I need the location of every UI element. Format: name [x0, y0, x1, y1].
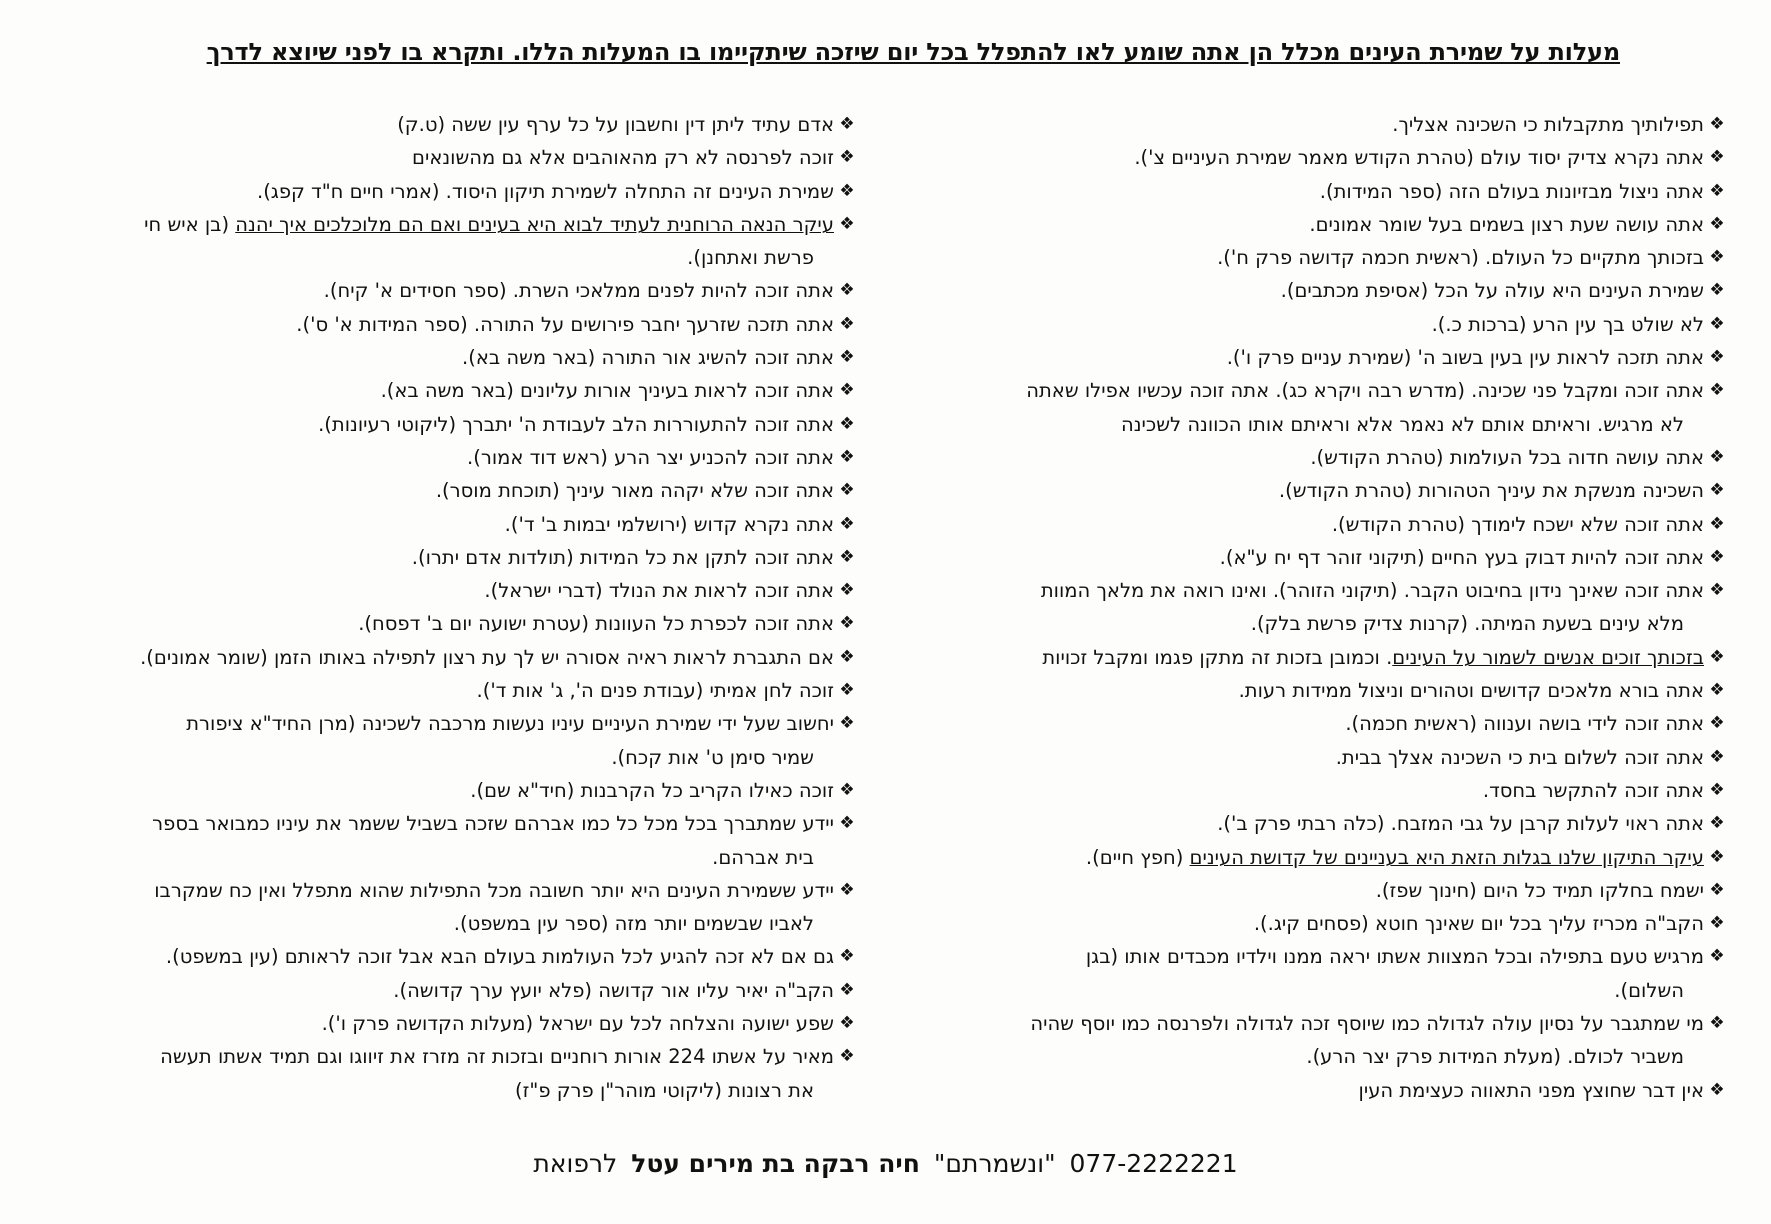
list-item-text: [257, 180, 834, 203]
list-item-text: [324, 279, 834, 302]
item-text: אתה זוכה להיות לפנים ממלאכי השרת. (ספר חסידים א' קיח).: [323, 279, 834, 303]
item-text: אתה זוכה להתעוררות הלב לעבודת ה' יתברך (ליקוטי רעיונות).: [318, 412, 834, 436]
list-item-text: [318, 413, 834, 436]
item-text: השכינה מנשקת את עיניך הטהורות (טהרת הקודש).: [1278, 479, 1704, 503]
item-text: תפילותיך מתקבלות כי השכינה אצליך.: [1392, 113, 1704, 136]
list-item: [896, 541, 1726, 574]
diamond-bullet-icon: ❖: [1709, 813, 1725, 834]
list-item: [44, 874, 856, 941]
list-item-text: [462, 346, 834, 369]
list-item-text: [412, 546, 834, 569]
list-item-text: [1320, 180, 1704, 203]
list-item-text: [436, 479, 834, 502]
diamond-bullet-icon: ❖: [839, 946, 855, 967]
item-text: אתה זוכה לתקן את כל המידות (תולדות אדם יתרו).: [411, 545, 834, 569]
diamond-bullet-icon: ❖: [839, 446, 855, 467]
diamond-bullet-icon: ❖: [1709, 480, 1725, 501]
diamond-bullet-icon: ❖: [1709, 546, 1725, 567]
list-item-text: [1345, 712, 1704, 735]
list-item: [44, 1007, 856, 1040]
list-item: [44, 807, 856, 874]
list-item: [896, 108, 1726, 141]
list-item: [896, 175, 1726, 208]
diamond-bullet-icon: ❖: [1709, 180, 1725, 201]
list-item: [44, 707, 856, 774]
item-text: לא שולט בך עין הרע (ברכות כ.).: [1431, 312, 1704, 336]
diamond-bullet-icon: ❖: [1709, 913, 1725, 934]
item-text: אתה זוכה לידי בושה וענווה (ראשית חכמה).: [1345, 712, 1704, 736]
diamond-bullet-icon: ❖: [839, 413, 855, 434]
list-item: [896, 241, 1726, 274]
item-text: אתה תזכה שזרעך יחבר פירושים על התורה. (ספר המידות א' ס').: [296, 312, 834, 336]
list-item: [44, 674, 856, 707]
diamond-bullet-icon: ❖: [1709, 513, 1725, 534]
list-item-text: [1279, 479, 1704, 502]
list-item: [896, 641, 1726, 674]
diamond-bullet-icon: ❖: [1709, 713, 1725, 734]
item-text: יידע שמתברך בכל מכל כל כמו אברהם שזכה בשביל ששמר את עיניו כמבואר בספר: [152, 812, 834, 836]
underlined-text: עיקר התיקון שלנו בגלות הזאת היא בעניינים של קדושת העינים: [1189, 845, 1704, 869]
list-item-text: [1026, 379, 1704, 402]
list-item: [44, 641, 856, 674]
list-item: [44, 474, 856, 507]
diamond-bullet-icon: ❖: [839, 114, 855, 134]
footer-quote: "ונשמרתם": [933, 1149, 1056, 1178]
diamond-bullet-icon: ❖: [1709, 879, 1725, 900]
diamond-bullet-icon: ❖: [839, 480, 855, 501]
list-item: [896, 907, 1726, 940]
list-item-continuation: את רצונות (ליקוטי מוהר"ן פרק פ"ז): [515, 1078, 814, 1102]
list-item-text: [1483, 779, 1704, 802]
list-item-continuation: לאביו שבשמים יותר מזה (ספר עין במשפט).: [453, 912, 814, 936]
list-item: [44, 341, 856, 374]
list-item: [896, 774, 1726, 807]
list-item: [44, 774, 856, 807]
list-item-text: [1217, 812, 1704, 835]
list-item: [44, 441, 856, 474]
list-item: [896, 707, 1726, 740]
list-item-continuation: פרשת ואתחנן).: [687, 246, 814, 270]
item-text: מרגיש טעם בתפילה ובכל המצוות אשתו יראה ממנו וילדיו מכבדים אותו (בגן: [1085, 945, 1704, 969]
list-item: [44, 607, 856, 640]
list-item: [44, 541, 856, 574]
list-item-text: [166, 945, 834, 968]
item-text: אין דבר שחוצץ מפני התאווה כעצימת העין: [1358, 1078, 1704, 1102]
diamond-bullet-icon: ❖: [839, 779, 855, 800]
list-item-text: [186, 712, 834, 735]
item-text: אתה תזכה לראות עין בעין בשוב ה' (שמירת עניים פרק ו').: [1226, 346, 1704, 370]
diamond-bullet-icon: ❖: [839, 347, 855, 368]
diamond-bullet-icon: ❖: [1709, 680, 1725, 701]
list-item: [896, 1007, 1726, 1074]
item-text: אתה זוכה לראות בעיניך אורות עליונים (באר משה בא).: [380, 379, 834, 403]
list-item: [44, 374, 856, 407]
diamond-bullet-icon: ❖: [1709, 213, 1725, 234]
item-text: אם התגברת לראות ראיה אסורה יש לך עת רצון לתפילה באותו הזמן (שומר אמונים).: [140, 645, 834, 669]
diamond-bullet-icon: ❖: [839, 713, 855, 734]
underlined-text: בזכותך זוכים אנשים לשמור על העינים: [1392, 645, 1704, 669]
item-text: אתה זוכה להיות דבוק בעץ החיים (תיקוני זוהר דף יח ע"א).: [1219, 545, 1704, 569]
item-text: (בן איש חי: [144, 212, 236, 236]
list-item-text: [1227, 346, 1704, 369]
diamond-bullet-icon: ❖: [1709, 380, 1725, 401]
item-text: (חפץ חיים).: [1085, 845, 1190, 869]
list-item-continuation: לא מרגיש. וראיתם אותם לא נאמר אלא וראיתם אותו הכוונה לשכינה: [1121, 412, 1684, 436]
list-item-text: [397, 113, 834, 136]
list-item-text: [296, 313, 834, 336]
diamond-bullet-icon: ❖: [1709, 580, 1725, 601]
list-item-text: [484, 579, 834, 602]
list-item-text: [1030, 1012, 1704, 1035]
diamond-bullet-icon: ❖: [839, 680, 855, 701]
diamond-bullet-icon: ❖: [1709, 347, 1725, 368]
list-item-text: [144, 213, 834, 236]
list-item: [896, 674, 1726, 707]
item-text: הקב"ה מכריז עליך בכל יום שאינך חוטא (פסחים קיג.).: [1253, 912, 1704, 936]
list-item-text: [477, 679, 834, 702]
item-text: שמירת העינים זה התחלה לשמירת תיקון היסוד. (אמרי חיים ח"ד קפג).: [257, 179, 834, 203]
list-item-text: [152, 812, 834, 835]
item-text: אתה נקרא קדוש (ירושלמי יבמות ב' ד').: [504, 512, 834, 536]
list-item-text: [1042, 646, 1704, 669]
list-item: [44, 108, 856, 141]
list-item-text: [322, 1012, 834, 1035]
underlined-text: עיקר הנאה הרוחנית לעתיד לבוא היא בעינים ואם הם מלוכלכים איך יהנה: [235, 212, 834, 236]
diamond-bullet-icon: ❖: [1709, 1013, 1725, 1034]
diamond-bullet-icon: ❖: [839, 613, 855, 634]
diamond-bullet-icon: ❖: [839, 313, 855, 334]
item-text: אדם עתיד ליתן דין וחשבון על כל ערף עין ששה (ט.ק): [397, 113, 834, 136]
list-item-text: [1086, 945, 1704, 968]
item-text: יידע ששמירת העינים היא יותר חשובה מכל התפילות שהוא מתפלל ואין כח שמקרבו: [154, 878, 834, 902]
list-item-text: [140, 646, 834, 669]
list-item: [44, 208, 856, 275]
list-item: [44, 940, 856, 973]
list-item: [44, 308, 856, 341]
diamond-bullet-icon: ❖: [1709, 746, 1725, 767]
item-text: . וכמובן בזכות זה מתקן פגמו ומקבל זכויות: [1042, 645, 1393, 669]
item-text: אתה זוכה לראות את הנולד (דברי ישראל).: [484, 579, 834, 603]
list-item-text: [1309, 213, 1704, 236]
diamond-bullet-icon: ❖: [839, 380, 855, 401]
item-text: אתה זוכה ומקבל פני שכינה. (מדרש רבה ויקרא כג). אתה זוכה עכשיו אפילו שאתה: [1026, 379, 1704, 403]
diamond-bullet-icon: ❖: [839, 180, 855, 201]
list-item: [44, 508, 856, 541]
dedication-footer: [0, 1149, 1771, 1178]
list-item-text: [470, 779, 834, 802]
list-item: [896, 208, 1726, 241]
item-text: אתה זוכה לשלום בית כי השכינה אצלך בבית.: [1335, 745, 1704, 769]
item-text: אתה זוכה לכפרת כל העוונות (עטרת ישועה יום ב' דפסח).: [358, 612, 834, 636]
item-text: שפע ישועה והצלחה לכל עם ישראל (מעלות הקדושה פרק ו').: [321, 1012, 834, 1036]
list-item-text: [1134, 146, 1704, 169]
list-item-continuation: שמיר סימן ט' אות קכח).: [611, 745, 814, 769]
list-item-continuation: מלא עינים בשעת המיתה. (קרנות צדיק פרשת בלק).: [1250, 612, 1684, 636]
list-item-text: [1359, 1079, 1704, 1102]
diamond-bullet-icon: ❖: [1709, 247, 1725, 268]
list-item-text: [1281, 279, 1704, 302]
footer-name: חיה רבקה בת מירים עטל: [631, 1149, 920, 1178]
item-text: הקב"ה יאיר עליו אור קדושה (פלא יועץ ערך קדושה).: [393, 978, 834, 1002]
list-item-text: [381, 379, 834, 402]
list-item-text: [412, 146, 834, 169]
list-item-text: [1376, 879, 1704, 902]
list-item: [44, 408, 856, 441]
list-item-continuation: בית אברהם.: [712, 845, 814, 869]
list-item-text: [358, 612, 834, 635]
list-item-continuation: משביר לכולם. (מעלת המידות פרק יצר הרע).: [1306, 1045, 1684, 1069]
list-item-text: [1239, 679, 1704, 702]
item-text: יחשוב שעל ידי שמירת העיניים עיניו נעשות מרכבה לשכינה (מרן החיד"א ציפורת: [186, 712, 834, 736]
diamond-bullet-icon: ❖: [839, 813, 855, 834]
item-text: בזכותך מתקיים כל העולם. (ראשית חכמה קדושה פרק ח').: [1217, 246, 1704, 270]
list-item-text: [154, 879, 834, 902]
diamond-bullet-icon: ❖: [1709, 114, 1725, 134]
diamond-bullet-icon: ❖: [839, 213, 855, 234]
list-item-text: [160, 1045, 834, 1068]
list-item: [896, 841, 1726, 874]
list-item-text: [505, 513, 834, 536]
item-text: אתה עושה חדוה בכל העולמות (טהרת הקודש).: [1310, 445, 1704, 469]
diamond-bullet-icon: ❖: [839, 513, 855, 534]
item-text: אתה עושה שעת רצון בשמים בעל שומר אמונים.: [1309, 212, 1704, 236]
list-item-text: [1432, 313, 1704, 336]
item-text: אתה ראוי לעלות קרבן על גבי המזבח. (כלה רבתי פרק ב').: [1217, 812, 1704, 836]
list-item: [44, 274, 856, 307]
list-item-text: [1332, 513, 1704, 536]
list-item: [44, 141, 856, 174]
diamond-bullet-icon: ❖: [839, 546, 855, 567]
diamond-bullet-icon: ❖: [839, 646, 855, 667]
list-item: [44, 1040, 856, 1107]
diamond-bullet-icon: ❖: [839, 580, 855, 601]
list-item: [896, 940, 1726, 1007]
list-item: [44, 974, 856, 1007]
diamond-bullet-icon: ❖: [839, 979, 855, 1000]
item-text: אתה זוכה להתקשר בחסד.: [1482, 778, 1704, 802]
list-item-continuation: השלום).: [1614, 978, 1684, 1002]
list-item: [896, 274, 1726, 307]
item-text: אתה ניצול מבזיונות בעולם הזה (ספר המידות).: [1319, 179, 1704, 203]
item-text: זוכה לפרנסה לא רק מהאוהבים אלא גם מהשונאים: [412, 146, 834, 170]
list-item-text: [1392, 113, 1704, 136]
item-text: ישמח בחלקו תמיד כל היום (חינוך שפז).: [1375, 878, 1704, 902]
item-text: גם אם לא זכה להגיע לכל העולמות בעולם הבא אבל זוכה לראותם (עין במשפט).: [165, 945, 834, 969]
list-item: [896, 308, 1726, 341]
list-item-text: [1217, 246, 1704, 269]
item-text: זוכה כאילו הקריב כל הקרבנות (חיד"א שם).: [470, 778, 834, 802]
diamond-bullet-icon: ❖: [1709, 280, 1725, 301]
diamond-bullet-icon: ❖: [1709, 946, 1725, 967]
item-text: אתה זוכה להשיג אור התורה (באר משה בא).: [462, 346, 834, 370]
list-item-text: [1086, 846, 1704, 869]
diamond-bullet-icon: ❖: [1709, 147, 1725, 168]
diamond-bullet-icon: ❖: [1709, 446, 1725, 467]
list-item: [896, 807, 1726, 840]
item-text: אתה זוכה שלא ישכח לימודך (טהרת הקודש).: [1331, 512, 1704, 536]
list-item-text: [1310, 446, 1704, 469]
list-item: [896, 874, 1726, 907]
list-item: [896, 141, 1726, 174]
list-item-text: [1220, 546, 1704, 569]
page-title: מעלות על שמירת העינים מכלל הן אתה שומע לאו להתפלל בכל יום שיזכה שיתקיימו בו המעלות הללו. ותקרא בו לפני שיוצא לדרך: [206, 38, 1620, 66]
list-item: [896, 741, 1726, 774]
diamond-bullet-icon: ❖: [1709, 646, 1725, 667]
footer-phone: 077-2222221: [1069, 1149, 1238, 1178]
list-item-text: [1336, 746, 1704, 769]
left-column-list: [44, 108, 856, 1107]
diamond-bullet-icon: ❖: [839, 280, 855, 301]
item-text: זוכה לחן אמיתי (עבודת פנים ה', ג' אות ד').: [476, 679, 834, 703]
list-item: [896, 374, 1726, 441]
list-item: [896, 474, 1726, 507]
list-item-text: [393, 979, 834, 1002]
list-item-text: [467, 446, 834, 469]
list-item: [44, 175, 856, 208]
item-text: שמירת העינים היא עולה על הכל (אסיפת מכתבים).: [1280, 279, 1704, 303]
list-item: [896, 574, 1726, 641]
diamond-bullet-icon: ❖: [1709, 313, 1725, 334]
list-item: [896, 508, 1726, 541]
diamond-bullet-icon: ❖: [839, 879, 855, 900]
item-text: מאיר על אשתו 224 אורות רוחניים ובזכות זה מזרז את זיווגו וגם תמיד אשתו תעשה: [160, 1045, 834, 1069]
diamond-bullet-icon: ❖: [839, 147, 855, 168]
list-item: [896, 1074, 1726, 1107]
diamond-bullet-icon: ❖: [1709, 1079, 1725, 1100]
item-text: אתה זוכה להכניע יצר הרע (ראש דוד אמור).: [467, 445, 834, 469]
item-text: אתה בורא מלאכים קדושים וטהורים וניצול ממידות רעות.: [1238, 679, 1704, 703]
item-text: אתה נקרא צדיק יסוד עולם (טהרת הקודש מאמר שמירת העיניים צ').: [1134, 146, 1704, 170]
list-item-text: [1254, 912, 1704, 935]
list-item: [896, 341, 1726, 374]
right-column-list: [896, 108, 1726, 1107]
footer-prefix: לרפואת: [533, 1149, 618, 1178]
diamond-bullet-icon: ❖: [1709, 779, 1725, 800]
item-text: אתה זוכה שלא יקהה מאור עיניך (תוכחת מוסר).: [435, 479, 834, 503]
list-item-text: [1041, 579, 1704, 602]
item-text: אתה זוכה שאינך נידון בחיבוט הקבר. (תיקוני הזוהר). ואינו רואה את מלאך המוות: [1040, 579, 1704, 603]
diamond-bullet-icon: ❖: [839, 1046, 855, 1067]
diamond-bullet-icon: ❖: [1709, 846, 1725, 867]
diamond-bullet-icon: ❖: [839, 1013, 855, 1034]
list-item: [44, 574, 856, 607]
item-text: מי שמתגבר על נסיון עולה לגדולה כמו שיוסף זכה לגדולה ולפרנסה כמו יוסף שהיה: [1030, 1012, 1704, 1036]
list-item: [896, 441, 1726, 474]
